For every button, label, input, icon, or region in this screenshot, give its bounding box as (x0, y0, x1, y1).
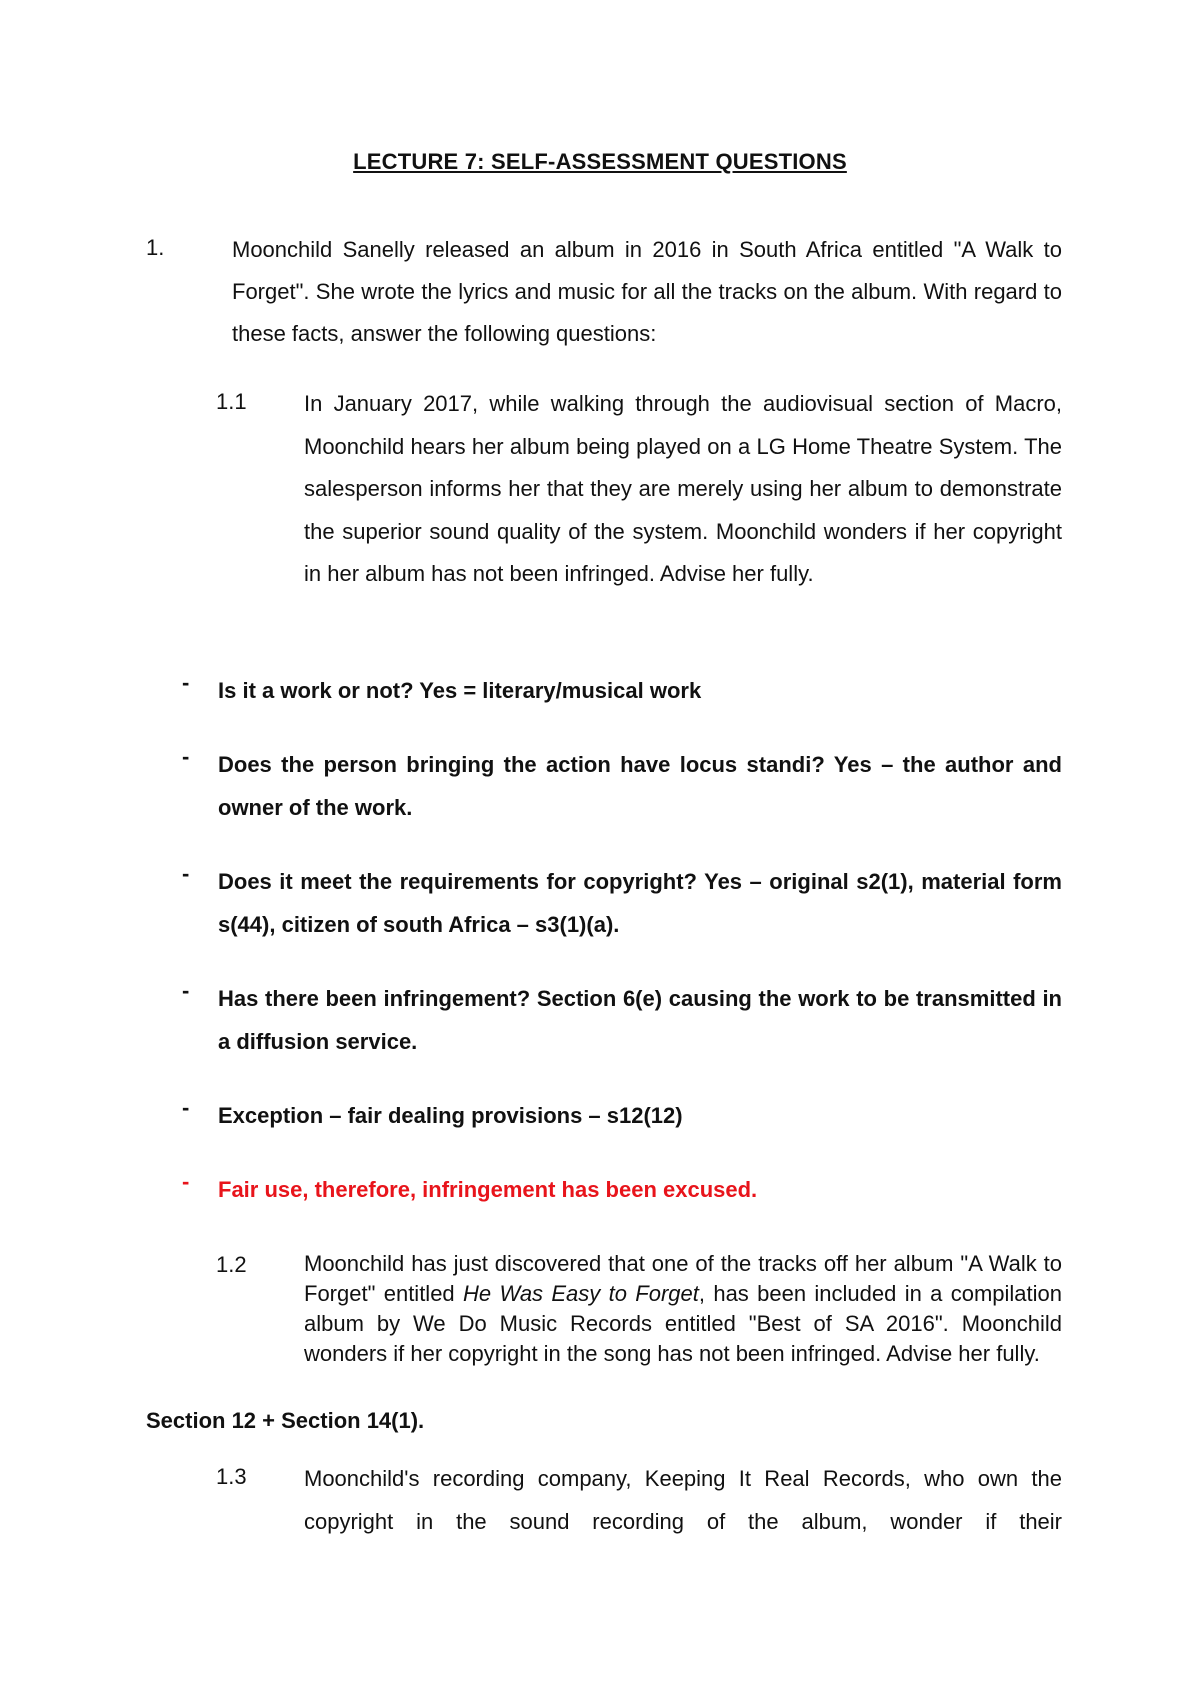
question-1-1-text: In January 2017, while walking through the audiovisual section of Macro, Moonchild hears her album being played on a LG Home Theatre System. The salesperson informs her that they are merely using her album to demonstrate the superior sound quality of the system. Moonchild wonders if her copyright in her album has not been infringed. Advise her fully. (304, 391, 1062, 586)
question-1-2-text-after: , has been included in a compilation album by We Do Music Records entitled "Best of SA 2016". Moonchild wonders if her copyright in the song has not been infringed. Advise her fully. (304, 1281, 1062, 1366)
bullet-dash: - (182, 744, 190, 769)
bullet-dash: - (182, 861, 190, 886)
question-1-2-text-before: Moonchild has just discovered that one of the tracks off her album "A Walk to Forget" entitled (304, 1251, 1062, 1306)
bullet-text: Exception – fair dealing provisions – s12(12) (218, 1103, 683, 1128)
question-1-3-number: 1.3 (216, 1464, 247, 1489)
bullet-dash: - (182, 1169, 190, 1194)
bullet-text: Does it meet the requirements for copyright? Yes – original s2(1), material form s(44), citizen of south Africa – s3(1)(a). (218, 869, 1062, 937)
song-title: He Was Easy to Forget (463, 1281, 699, 1306)
bullet-dash: - (182, 1095, 190, 1120)
bullet-dash: - (182, 670, 190, 695)
question-1-1-number: 1.1 (216, 389, 247, 414)
question-1-number: 1. (146, 235, 165, 260)
bullet-text: Has there been infringement? Section 6(e) causing the work to be transmitted in a diffusion service. (218, 986, 1062, 1054)
bullet-dash: - (182, 978, 190, 1003)
page-title: LECTURE 7: SELF-ASSESSMENT QUESTIONS (353, 149, 847, 174)
bullet-text: Does the person bringing the action have locus standi? Yes – the author and owner of the work. (218, 752, 1062, 820)
question-1-3-text: Moonchild's recording company, Keeping It Real Records, who own the copyright in the sound recording of the album, wonder if their (304, 1466, 1062, 1534)
question-1-text: Moonchild Sanelly released an album in 2016 in South Africa entitled "A Walk to Forget". She wrote the lyrics and music for all the tracks on the album. With regard to these facts, answer the following questions: (232, 237, 1062, 346)
section-note: Section 12 + Section 14(1). (146, 1408, 425, 1433)
question-1-2-number: 1.2 (216, 1252, 247, 1277)
bullet-text: Fair use, therefore, infringement has been excused. (218, 1177, 758, 1202)
bullet-text: Is it a work or not? Yes = literary/musical work (218, 678, 702, 703)
question-1-2-text (304, 1249, 1062, 1369)
